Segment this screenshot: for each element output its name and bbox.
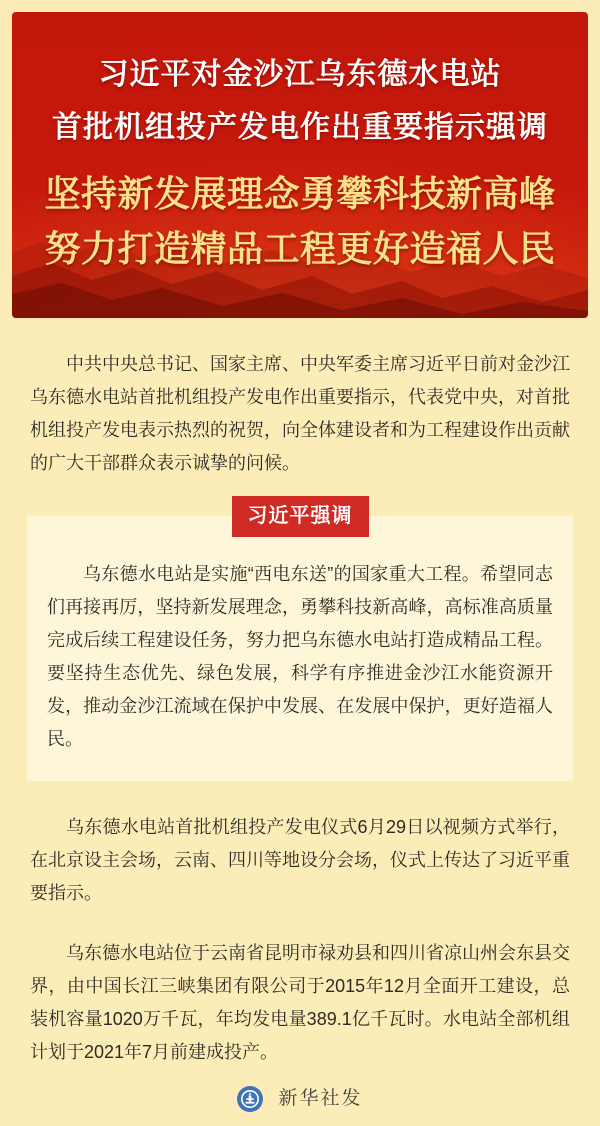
header-banner [12,12,588,318]
paragraph-ceremony: 乌东德水电站首批机组投产发电仪式6月29日以视频方式举行，在北京设主会场，云南、四川等地设分会场，仪式上传达了习近平重要指示。 [30,817,570,903]
xi-emphasis-badge: 习近平强调 [232,496,369,537]
paragraph-intro: 中共中央总书记、国家主席、中央军委主席习近平日前对金沙江乌东德水电站首批机组投产发电作出重要指示，代表党中央，对首批机组投产发电表示热烈的祝贺，向全体建设者和为工程建设作出贡献的广大干部群众表示诚挚的问候。 [30,354,570,473]
headline-line-1: 习近平对金沙江乌东德水电站 [98,58,502,91]
paragraph-facts: 乌东德水电站位于云南省昆明市禄劝县和四川省凉山州会东县交界，由中国长江三峡集团有限公司于2015年12月全面开工建设，总装机容量1020万千瓦，年均发电量389.1亿千瓦时。水电站全部机组计划于2021年7月前建成投产。 [30,943,570,1062]
subhead-group [12,166,588,276]
paragraph-quote: 乌东德水电站是实施“西电东送”的国家重大工程。希望同志们再接再厉，坚持新发展理念，勇攀科技新高峰，高标准高质量完成后续工程建设任务，努力把乌东德水电站打造成精品工程。要坚持生态优先、绿色发展，科学有序推进金沙江水能资源开发，推动金沙江流域在保护中发展、在发展中保护，更好造福人民。 [47,564,553,749]
credit-text: 新华社发 [278,1088,363,1109]
quote-card [27,516,573,781]
headline-line-2: 首批机组投产发电作出重要指示强调 [52,111,548,144]
subhead-line-2: 努力打造精品工程更好造福人民 [44,228,556,269]
footer-credit-row [30,1082,570,1115]
subhead-line-1: 坚持新发展理念勇攀科技新高峰 [44,173,556,214]
article-body [0,318,600,1126]
xinhua-logo-icon [237,1086,263,1112]
